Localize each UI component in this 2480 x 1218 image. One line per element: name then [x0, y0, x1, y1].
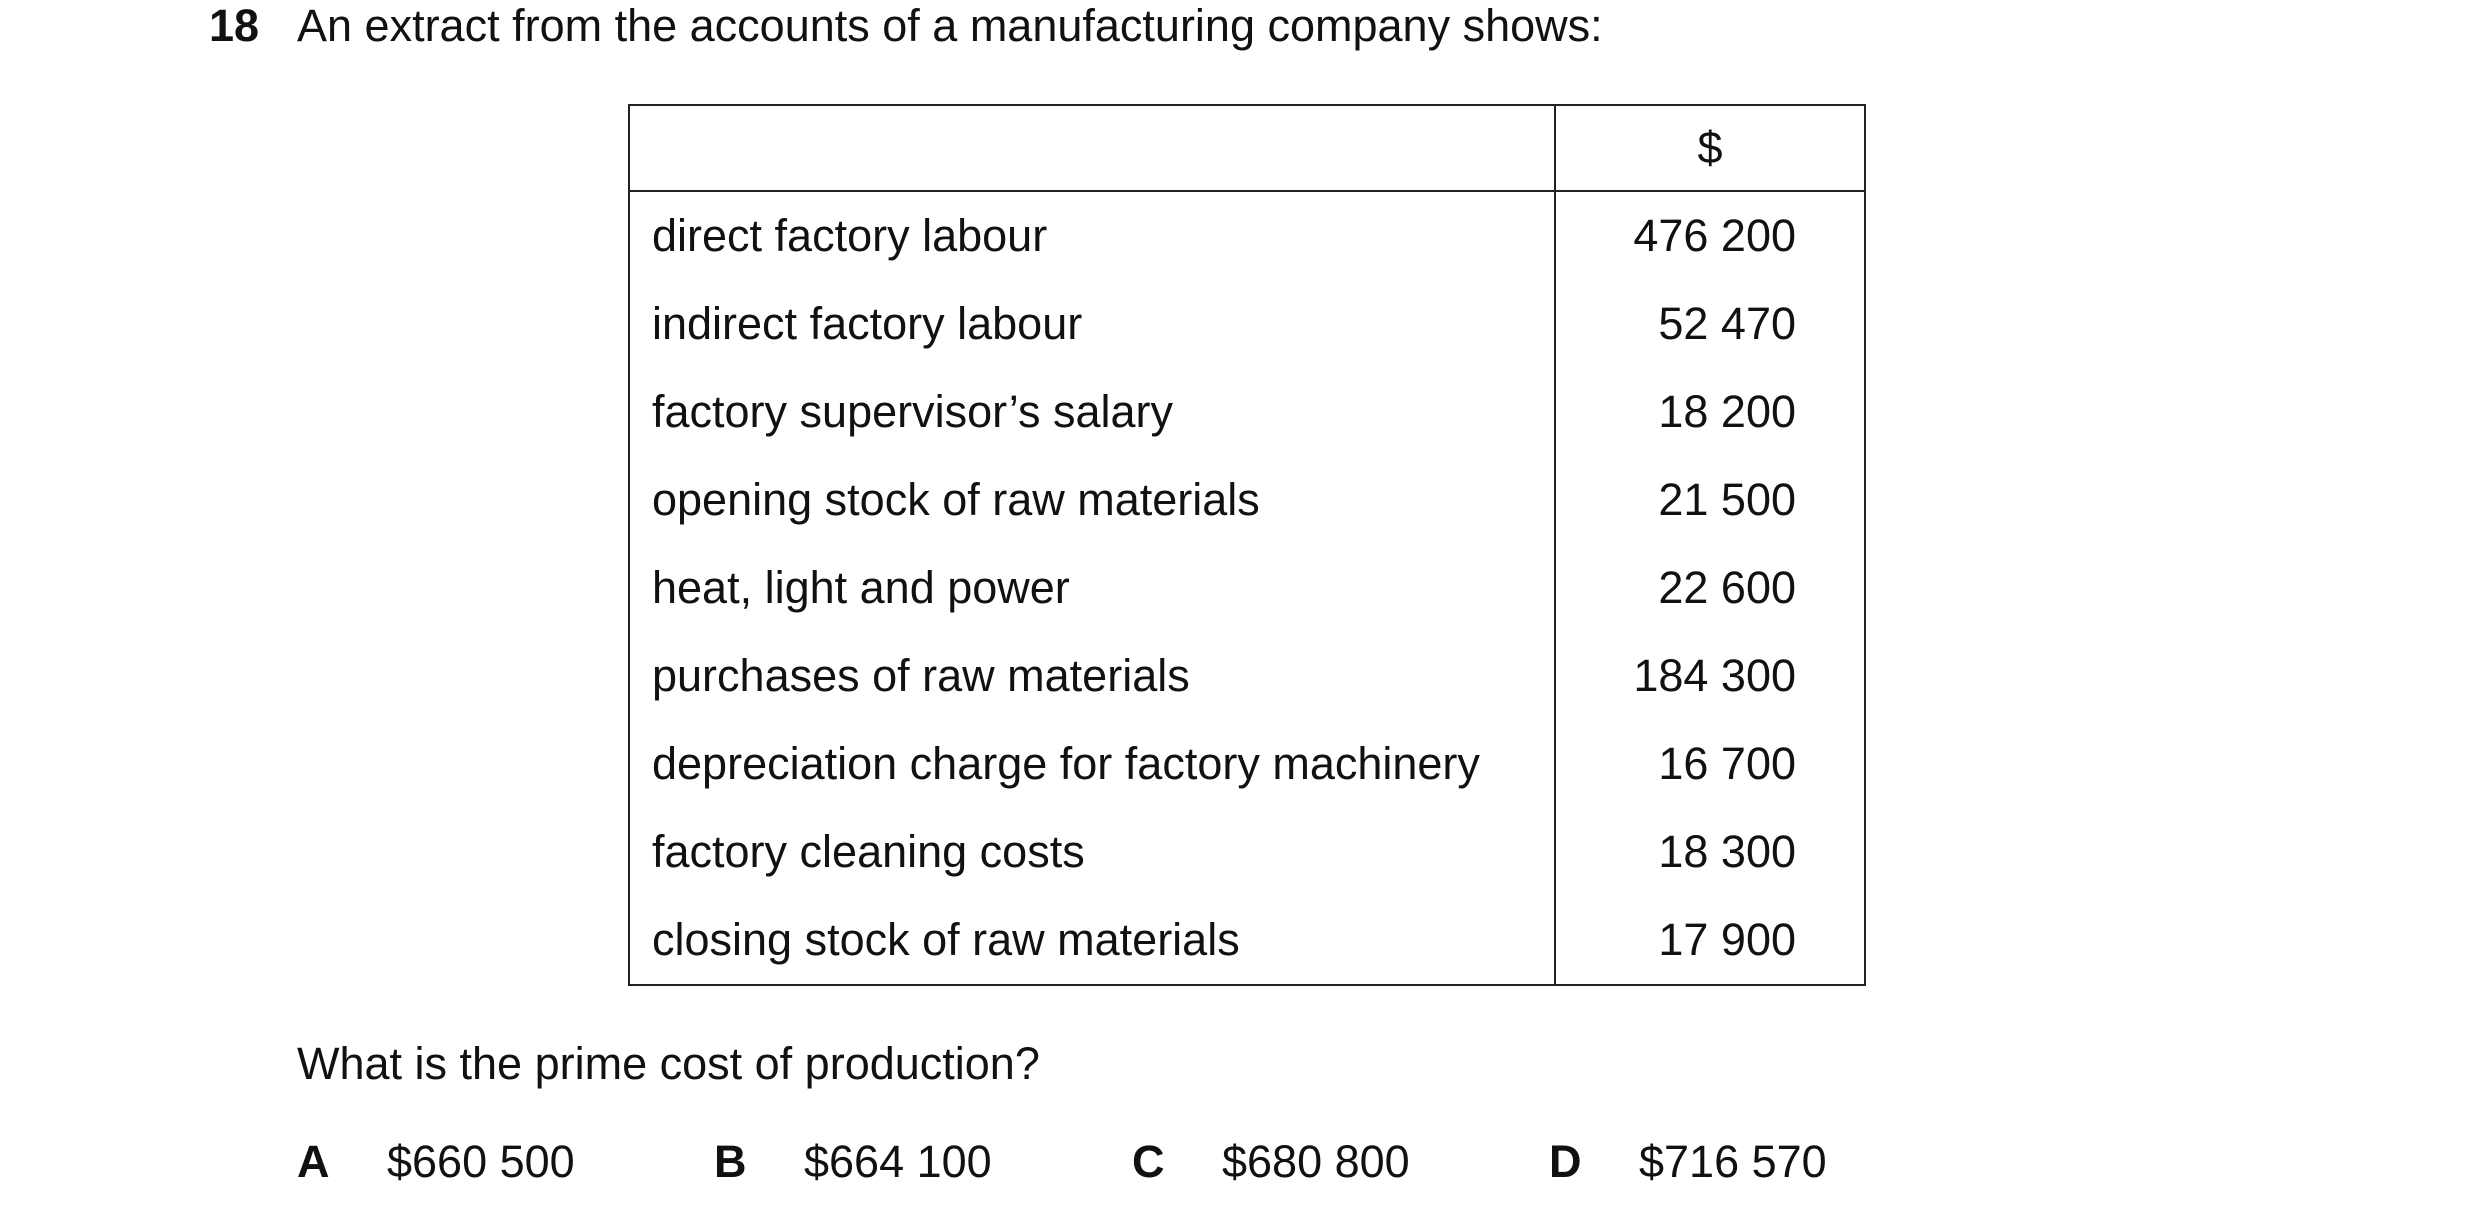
option-letter: D	[1549, 1136, 1582, 1187]
row-item: purchases of raw materials	[629, 632, 1555, 720]
option-letter: B	[714, 1136, 747, 1187]
option-letter: C	[1132, 1136, 1165, 1187]
row-amount: 52 470	[1555, 280, 1865, 368]
accounts-table	[628, 104, 1866, 986]
row-amount: 476 200	[1555, 191, 1865, 280]
header-currency-cell: $	[1555, 105, 1865, 191]
header-item-cell	[629, 105, 1555, 191]
row-amount: 16 700	[1555, 720, 1865, 808]
row-amount: 17 900	[1555, 896, 1865, 985]
option-a[interactable]	[297, 1134, 575, 1190]
option-letter: A	[297, 1136, 330, 1187]
table-row	[629, 544, 1865, 632]
row-item: factory supervisor’s salary	[629, 368, 1555, 456]
question-number: 18	[209, 0, 260, 51]
row-item: direct factory labour	[629, 191, 1555, 280]
table-row	[629, 720, 1865, 808]
row-item: closing stock of raw materials	[629, 896, 1555, 985]
option-d[interactable]	[1549, 1134, 1827, 1190]
row-item: opening stock of raw materials	[629, 456, 1555, 544]
row-item: heat, light and power	[629, 544, 1555, 632]
row-amount: 18 200	[1555, 368, 1865, 456]
table-row	[629, 191, 1865, 280]
row-amount: 184 300	[1555, 632, 1865, 720]
answer-options	[297, 1134, 2197, 1190]
option-value: $680 800	[1222, 1136, 1410, 1187]
table-header-row	[629, 105, 1865, 191]
row-amount: 18 300	[1555, 808, 1865, 896]
option-value: $660 500	[387, 1136, 575, 1187]
row-amount: 21 500	[1555, 456, 1865, 544]
option-value: $716 570	[1639, 1136, 1827, 1187]
row-amount: 22 600	[1555, 544, 1865, 632]
table-row	[629, 368, 1865, 456]
table-row	[629, 896, 1865, 985]
option-c[interactable]	[1132, 1134, 1410, 1190]
table-row	[629, 456, 1865, 544]
row-item: factory cleaning costs	[629, 808, 1555, 896]
table-row	[629, 808, 1865, 896]
row-item: depreciation charge for factory machinery	[629, 720, 1555, 808]
option-b[interactable]	[714, 1134, 992, 1190]
table-row	[629, 632, 1865, 720]
question-text: What is the prime cost of production?	[297, 1038, 1040, 1089]
row-item: indirect factory labour	[629, 280, 1555, 368]
question-stem: An extract from the accounts of a manufacturing company shows:	[297, 0, 1603, 51]
option-value: $664 100	[804, 1136, 992, 1187]
table-row	[629, 280, 1865, 368]
